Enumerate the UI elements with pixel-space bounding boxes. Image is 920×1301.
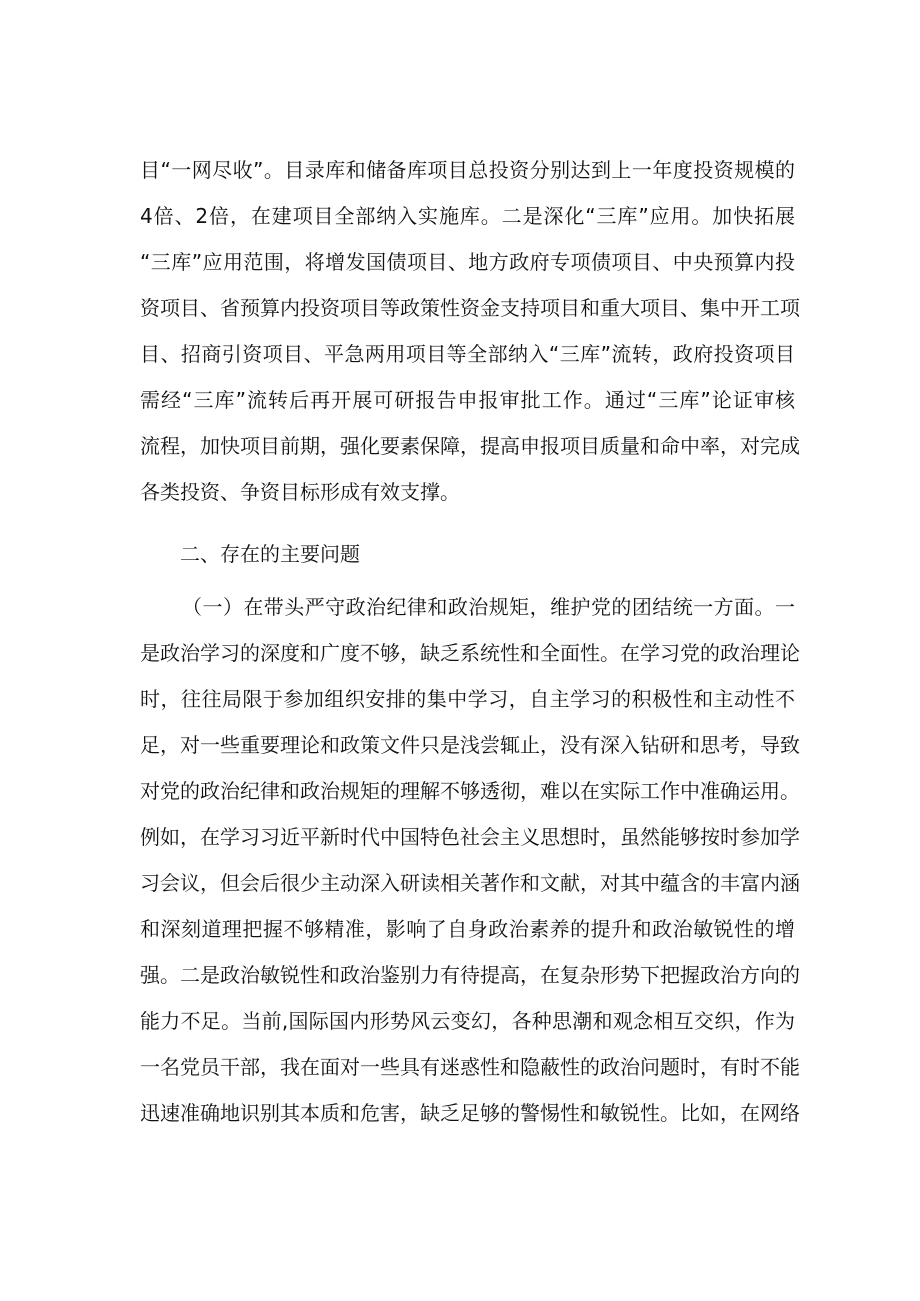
- paragraph-line: 目“一网尽收”。目录库和储备库项目总投资分别达到上一年度投资规模的: [140, 158, 795, 182]
- paragraph-line: 能力不足。当前,国际国内形势风云变幻，各种思潮和观念相互交织，作为: [140, 1009, 795, 1033]
- paragraph-line: 强。二是政治敏锐性和政治鉴别力有待提高，在复杂形势下把握政治方向的: [140, 963, 800, 987]
- section-heading: 二、存在的主要问题: [180, 542, 360, 566]
- paragraph-line: 需经“三库”流转后再开展可研报告申报审批工作。通过“三库”论证审核: [140, 388, 795, 412]
- paragraph-problems: [140, 594, 800, 1154]
- paragraph-line: “三库”应用范围，将增发国债项目、地方政府专项债项目、中央预算内投: [140, 250, 795, 274]
- paragraph-three-libraries: [140, 157, 800, 517]
- paragraph-line: 是政治学习的深度和广度不够，缺乏系统性和全面性。在学习党的政治理论: [140, 641, 800, 665]
- paragraph-line: 时，往往局限于参加组织安排的集中学习，自主学习的积极性和主动性不: [140, 687, 795, 711]
- paragraph-line: 各类投资、争资目标形成有效支撑。: [140, 480, 460, 504]
- paragraph-line: 一名党员干部，我在面对一些具有迷惑性和隐蔽性的政治问题时，有时不能: [140, 1055, 800, 1079]
- paragraph-line: 4倍、2倍，在建项目全部纳入实施库。二是深化“三库”应用。加快拓展: [140, 204, 795, 228]
- paragraph-line: 对党的政治纪律和政治规矩的理解不够透彻，难以在实际工作中准确运用。: [140, 779, 800, 803]
- paragraph-line: （一）在带头严守政治纪律和政治规矩，维护党的团结统一方面。一: [182, 595, 795, 619]
- paragraph-line: 目、招商引资项目、平急两用项目等全部纳入“三库”流转，政府投资项目: [140, 342, 795, 366]
- paragraph-line: 习会议，但会后很少主动深入研读相关著作和文献，对其中蕴含的丰富内涵: [140, 871, 800, 895]
- paragraph-line: 足，对一些重要理论和政策文件只是浅尝辄止，没有深入钻研和思考，导致: [140, 733, 800, 757]
- paragraph-line: 迅速准确地识别其本质和危害，缺乏足够的警惕性和敏锐性。比如，在网络: [140, 1101, 800, 1125]
- paragraph-line: 例如，在学习习近平新时代中国特色社会主义思想时，虽然能够按时参加学: [140, 825, 800, 849]
- section-heading-block: [180, 541, 580, 571]
- paragraph-line: 流程，加快项目前期，强化要素保障，提高申报项目质量和命中率，对完成: [140, 434, 800, 458]
- paragraph-line: 资项目、省预算内投资项目等政策性资金支持项目和重大项目、集中开工项: [140, 296, 800, 320]
- paragraph-line: 和深刻道理把握不够精准，影响了自身政治素养的提升和政治敏锐性的增: [140, 917, 795, 941]
